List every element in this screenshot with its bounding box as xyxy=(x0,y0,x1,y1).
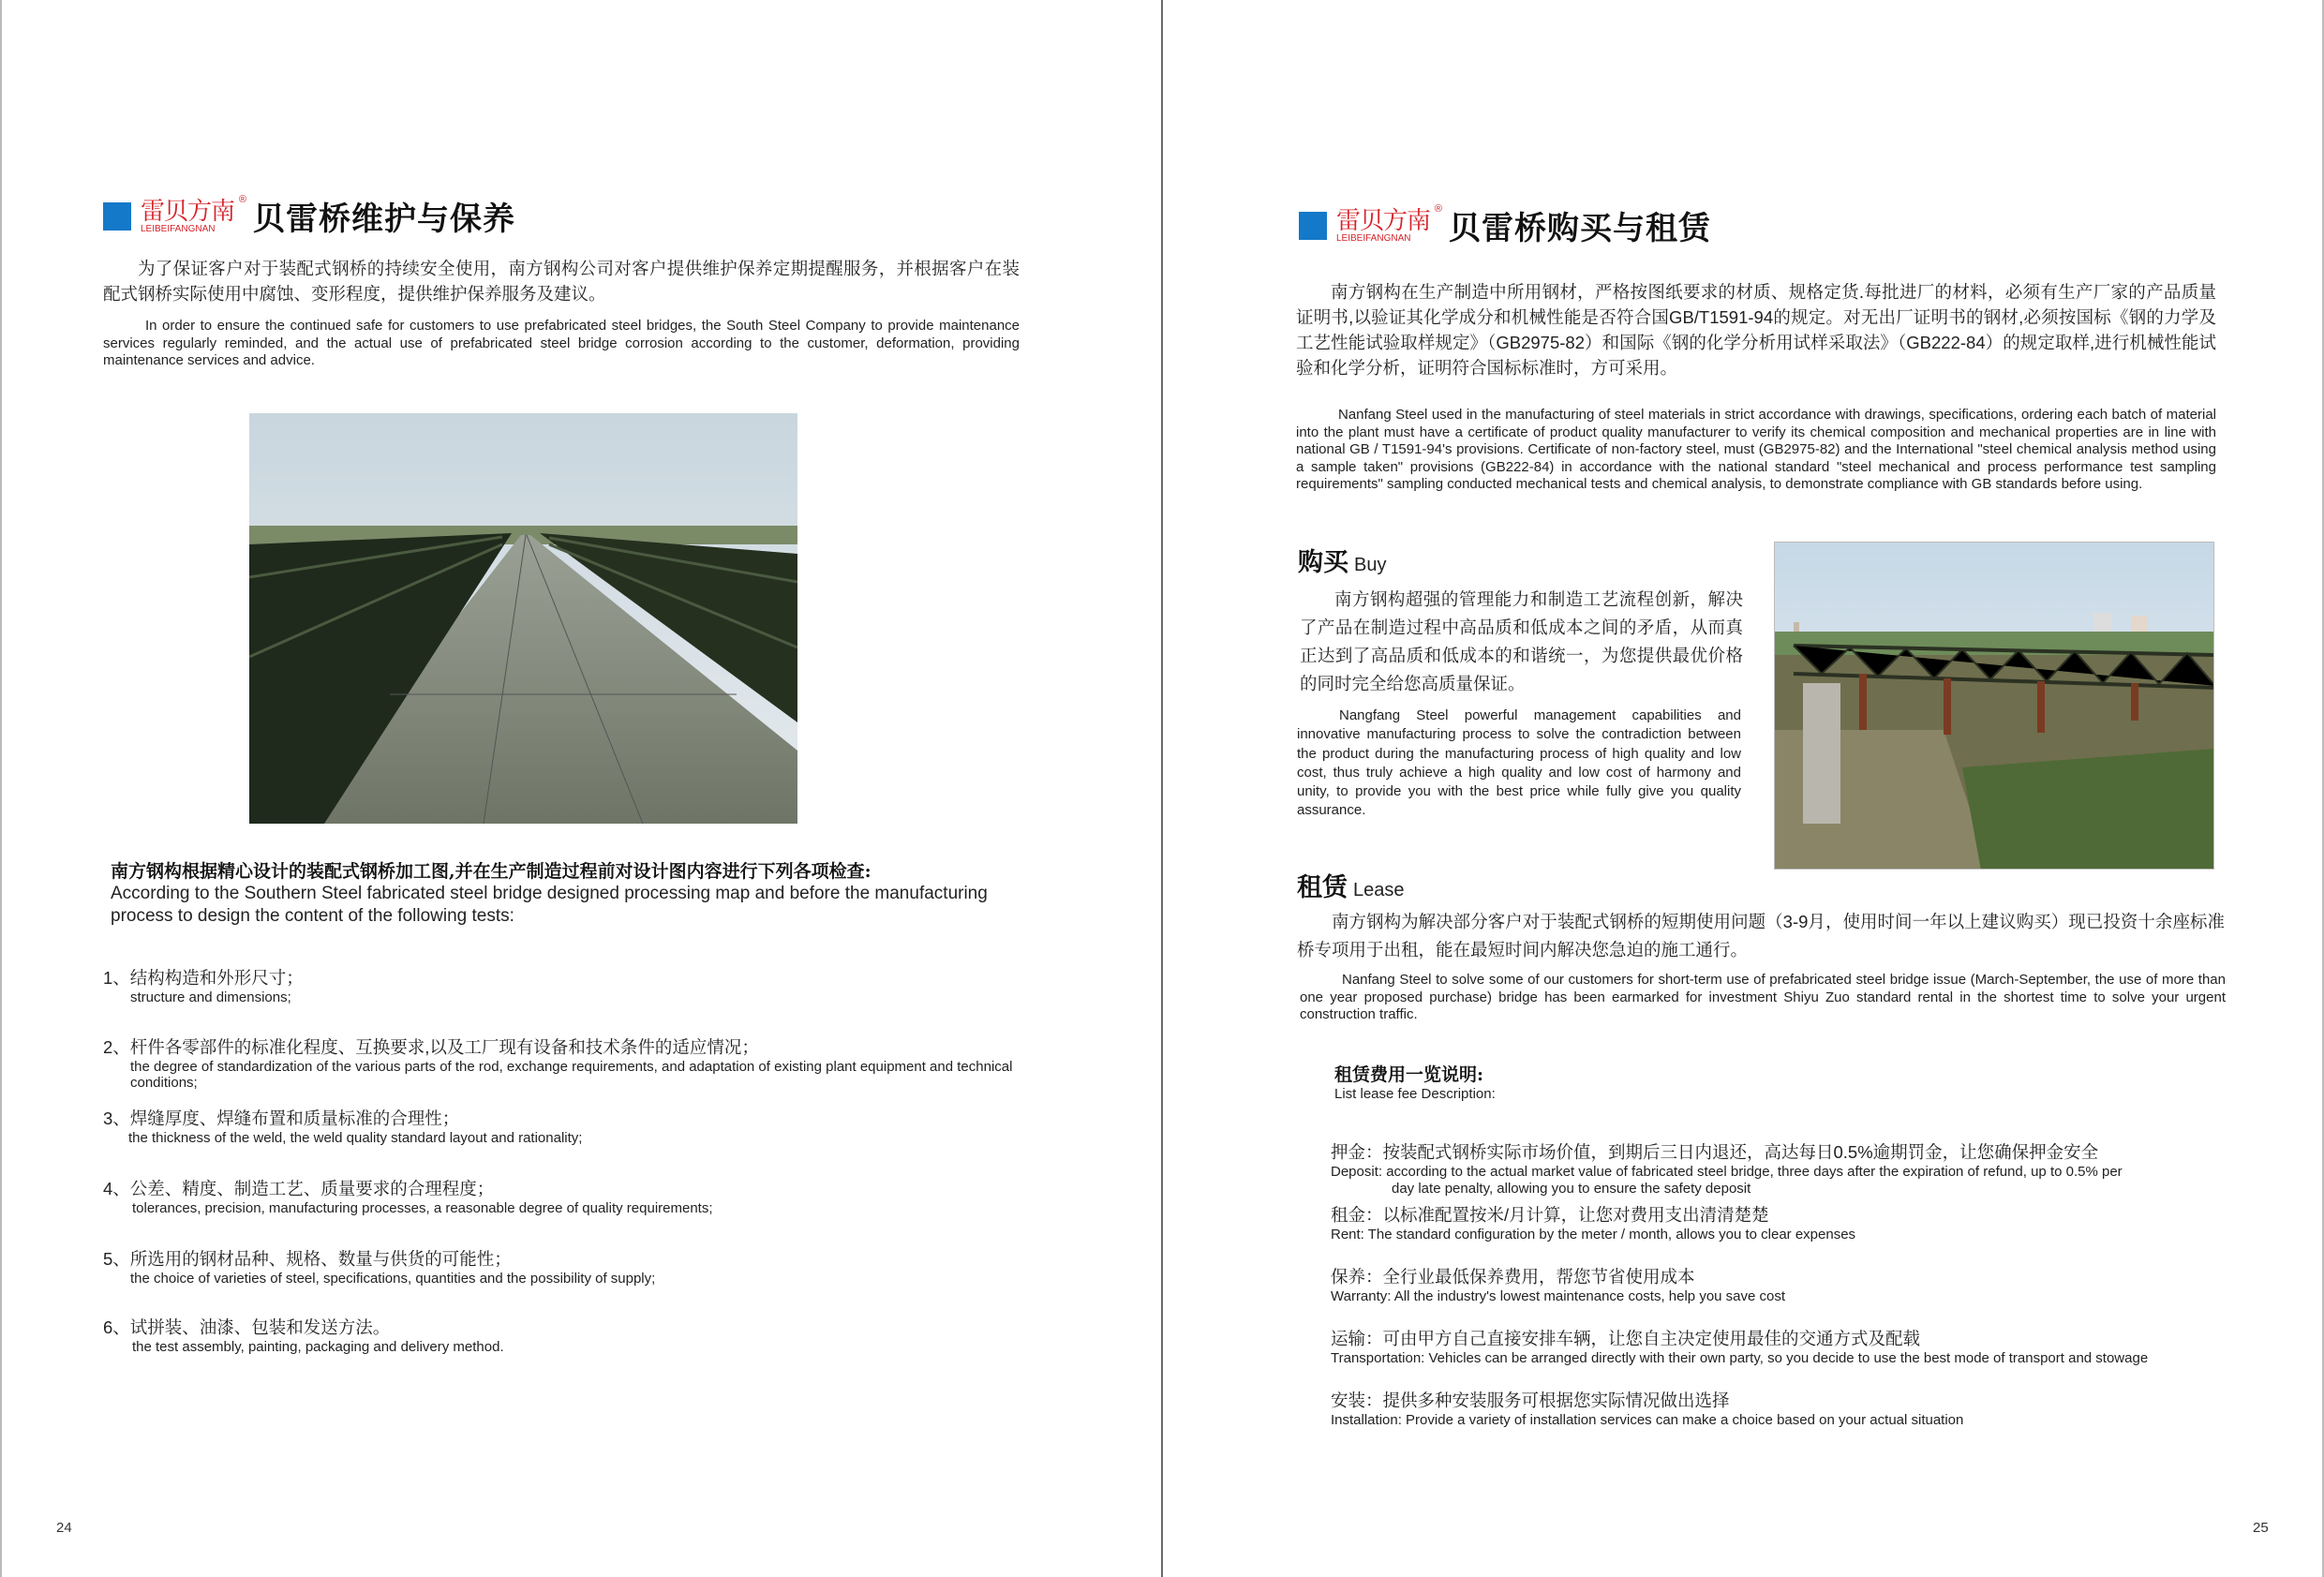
item-en: the degree of standardization of the various parts of the rod, exchange requirements, and adaptation of existing plant equipment and technical conditions; xyxy=(130,1059,1013,1091)
logo-subtext: LEIBEIFANGNAN xyxy=(141,223,216,234)
fee-en: Rent: The standard configuration by the meter / month, allows you to clear expenses xyxy=(1331,1227,1856,1242)
buy-cn: 南方钢构超强的管理能力和制造工艺流程创新，解决了产品在制造过程中高品质和低成本之间的矛盾，从而真正达到了高品质和低成本的和谐统一，为您提供最优价格的同时完全给您高质量保证。 xyxy=(1300,589,1743,693)
item-en: tolerances, precision, manufacturing processes, a reasonable degree of quality requirements; xyxy=(132,1200,713,1216)
test-item xyxy=(103,1106,582,1146)
page-number-right: 25 xyxy=(2253,1520,2269,1536)
item-en: structure and dimensions; xyxy=(130,989,291,1005)
logo-subtext: LEIBEIFANGNAN xyxy=(1336,232,1411,244)
buy-heading xyxy=(1298,542,1386,578)
item-cn: 5、所选用的钢材品种、规格、数量与供货的可能性； xyxy=(103,1249,512,1269)
fee-cn: 租金：以标准配置按米/月计算，让您对费用支出清清楚楚 xyxy=(1331,1205,1769,1225)
item-en: the test assembly, painting, packaging and delivery method. xyxy=(132,1339,504,1355)
right-page-header xyxy=(1299,202,1711,248)
fee-en-cont: day late penalty, allowing you to ensure the safety deposit xyxy=(1392,1181,1751,1197)
intro-cn: 为了保证客户对于装配式钢桥的持续安全使用，南方钢构公司对客户提供维护保养定期提醒服务，并根据客户在装配式钢桥实际使用中腐蚀、变形程度，提供维护保养服务及建议。 xyxy=(103,259,1020,304)
fee-item-transportation xyxy=(1331,1326,2148,1367)
lease-heading xyxy=(1297,867,1405,903)
blue-square-icon xyxy=(1299,212,1327,240)
page-title: 贝雷桥维护与保养 xyxy=(253,201,516,237)
fee-en: Transportation: Vehicles can be arranged directly with their own party, so you decide to use the best mode of transport and stowage xyxy=(1331,1350,2149,1366)
fee-cn: 押金：按装配式钢桥实际市场价值，到期后三日内退还，高达每日0.5%逾期罚金，让您确保押金安全 xyxy=(1331,1142,2099,1162)
left-page-header xyxy=(103,193,515,239)
lease-title-cn: 租赁 xyxy=(1297,873,1348,901)
bridge-deck-photo xyxy=(249,413,797,824)
buy-title-en: Buy xyxy=(1354,555,1387,575)
item-en: the choice of varieties of steel, specifications, quantities and the possibility of supply; xyxy=(130,1271,656,1287)
buy-title-cn: 购买 xyxy=(1298,548,1348,576)
buy-en: Nangfang Steel powerful management capabilities and innovative manufacturing process to solve the contradiction between the product during the manufacturing process of high quality and low cost, thus truly achieve a high quality and low cost of harmony and unity, to provide you with the best price while fully give you quality assurance. xyxy=(1297,707,1741,819)
fee-cn: 运输：可由甲方自己直接安排车辆，让您自主决定使用最佳的交通方式及配载 xyxy=(1331,1329,1921,1348)
test-item xyxy=(103,1315,504,1355)
item-cn: 2、杆件各零部件的标准化程度、互换要求,以及工厂现有设备和技术条件的适应情况； xyxy=(103,1037,759,1057)
spine-divider xyxy=(1161,0,1163,1577)
bridge-river-photo xyxy=(1774,542,2214,870)
lease-en: Nanfang Steel to solve some of our customers for short-term use of prefabricated steel bridge issue (March-September, the use of more than one year proposed purchase) bridge has been earmarked for investment Shiyu Zuo standard rental in the shortest time to solve your urgent construction traffic. xyxy=(1300,972,2226,1022)
item-cn: 1、结构构造和外形尺寸； xyxy=(103,968,304,988)
fees-heading-cn: 租赁费用一览说明: xyxy=(1334,1064,1484,1085)
registered-mark: ® xyxy=(1434,202,1442,215)
fee-en: Installation: Provide a variety of installation services can make a choice based on your actual situation xyxy=(1331,1412,1964,1428)
fee-en: Deposit: according to the actual market value of fabricated steel bridge, three days after the expiration of refund, up to 0.5% per xyxy=(1331,1164,2123,1180)
test-item xyxy=(103,965,304,1005)
fees-heading-en: List lease fee Description: xyxy=(1334,1086,1496,1102)
fee-en: Warranty: All the industry's lowest maintenance costs, help you save cost xyxy=(1331,1288,1786,1304)
lease-cn: 南方钢构为解决部分客户对于装配式钢桥的短期使用问题（3-9月，使用时间一年以上建议购买）现已投资十余座标准桥专项用于出租，能在最短时间内解决您急迫的施工通行。 xyxy=(1297,912,2225,960)
registered-mark: ® xyxy=(238,193,246,205)
item-en: the thickness of the weld, the weld quality standard layout and rationality; xyxy=(128,1130,583,1146)
item-cn: 3、焊缝厚度、焊缝布置和质量标准的合理性； xyxy=(103,1108,460,1128)
fee-item-deposit xyxy=(1331,1139,2230,1198)
tests-heading-en: According to the Southern Steel fabricated steel bridge designed processing map and before the manufacturing process to design the content of the following tests: xyxy=(111,884,988,926)
brand-logo xyxy=(1336,202,1442,244)
fee-item-installation xyxy=(1331,1388,1963,1429)
lease-title-en: Lease xyxy=(1353,880,1405,900)
page-edge-left xyxy=(0,0,2,1577)
brand-logo xyxy=(141,193,246,234)
fee-cn: 保养：全行业最低保养费用，帮您节省使用成本 xyxy=(1331,1267,1695,1287)
page-title: 贝雷桥购买与租赁 xyxy=(1449,211,1712,246)
page-number-left: 24 xyxy=(56,1520,72,1536)
test-item xyxy=(103,1034,1031,1091)
logo-text: 雷贝方南 xyxy=(141,196,235,225)
test-item xyxy=(103,1176,713,1216)
blue-square-icon xyxy=(103,202,131,231)
intro-en: Nanfang Steel used in the manufacturing of steel materials in strict accordance with drawings, specifications, ordering each batch of material into the plant must have a certificate of product quality manufacturer to verify its chemical composition and mechanical properties are in line with national GB / T1591-94's provisions. Certificate of non-factory steel, must (GB2975-82) and the International "steel chemical analysis method using a sample taken" provisions (GB222-84) in accordance with the national standard "steel mechanical and process performance test sampling requirements" sampling conducted mechanical tests and chemical analysis, to demonstrate compliance with GB standards before using. xyxy=(1296,407,2216,492)
intro-en: In order to ensure the continued safe for customers to use prefabricated steel bridges, the South Steel Company to provide maintenance services regularly reminded, and the actual use of prefabricated steel bridge corrosion according to the customer, deformation, providing maintenance services and advice. xyxy=(103,318,1020,368)
fee-item-warranty xyxy=(1331,1264,1785,1305)
fee-item-rent xyxy=(1331,1202,1855,1243)
logo-text: 雷贝方南 xyxy=(1336,205,1431,234)
test-item xyxy=(103,1246,655,1287)
intro-cn: 南方钢构在生产制造中所用钢材，严格按图纸要求的材质、规格定货.每批进厂的材料，必须有生产厂家的产品质量证明书,以验证其化学成分和机械性能是否符合国GB/T1591-94的规定。对无出厂证明书的钢材,必须按国标《钢的力学及工艺性能试验取样规定》（GB2975-82）和国际《钢的化学分析用试样采取法》（GB222-84）的规定取样,进行机械性能试验和化学分析，证明符合国标标准时，方可采用。 xyxy=(1296,282,2216,378)
tests-heading-cn: 南方钢构根据精心设计的装配式钢桥加工图,并在生产制造过程前对设计图内容进行下列各项检查: xyxy=(111,861,872,882)
item-cn: 4、公差、精度、制造工艺、质量要求的合理程度； xyxy=(103,1179,495,1198)
item-cn: 6、试拼装、油漆、包装和发送方法。 xyxy=(103,1317,391,1337)
fee-cn: 安装：提供多种安装服务可根据您实际情况做出选择 xyxy=(1331,1391,1730,1410)
